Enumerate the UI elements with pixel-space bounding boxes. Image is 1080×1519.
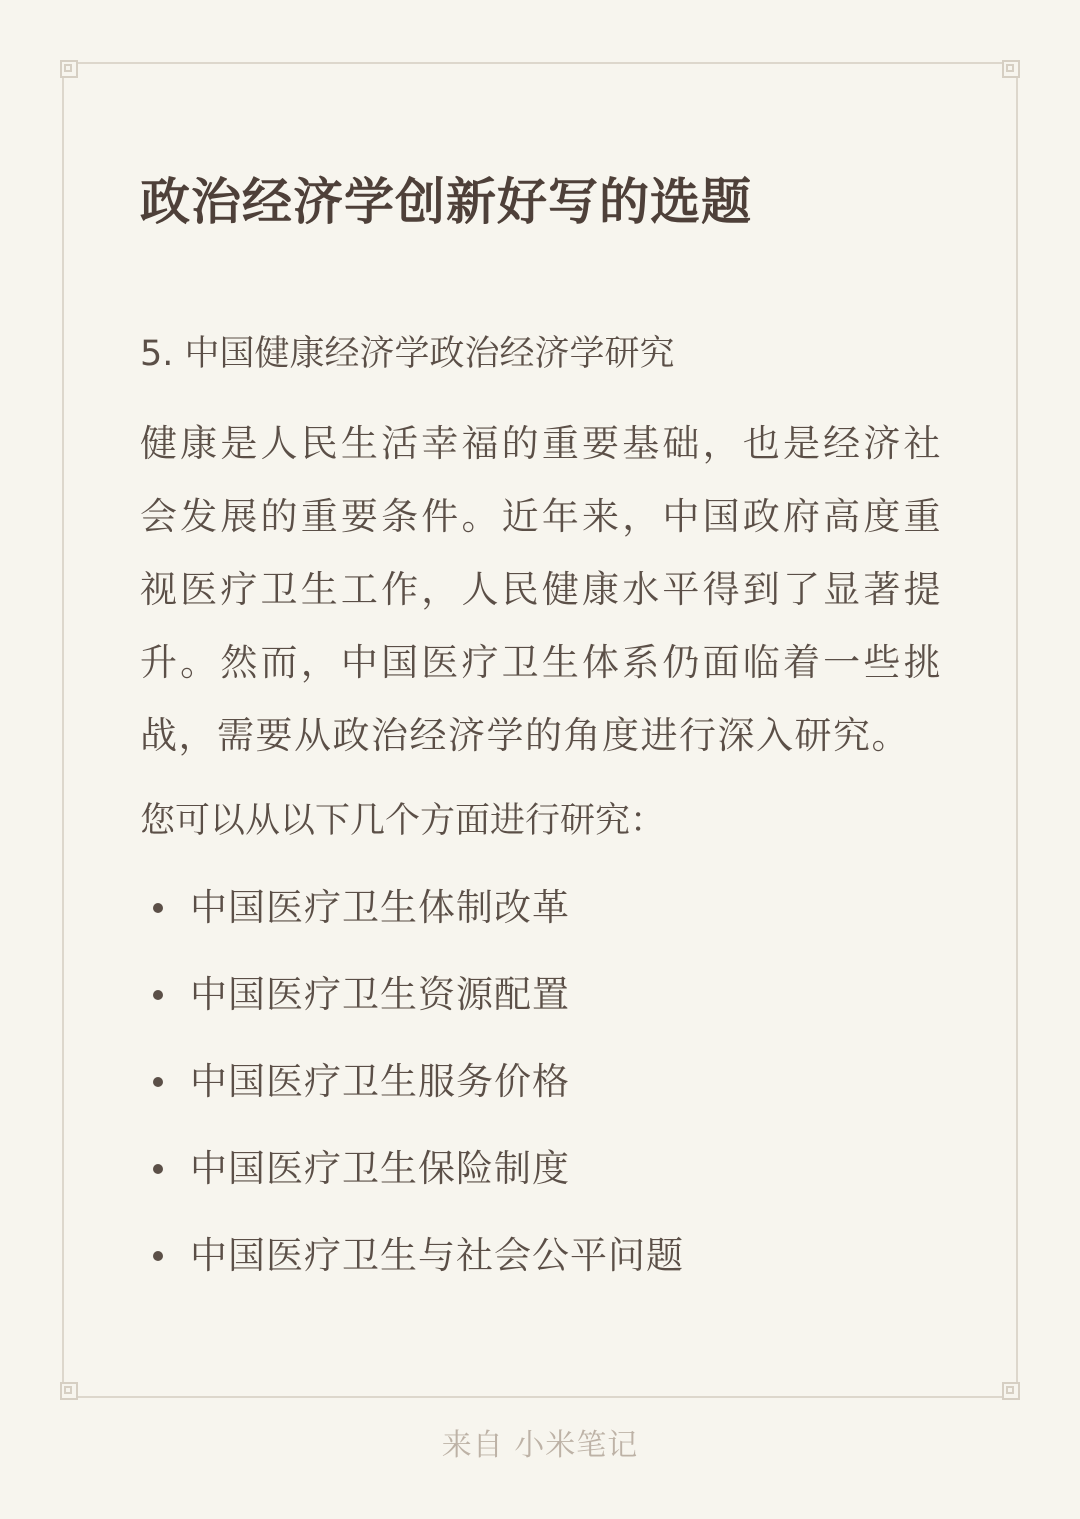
list-item-label: 中国医疗卫生服务价格 [190, 1060, 570, 1103]
frame-corner-ornament [1002, 1382, 1020, 1400]
list-item [140, 1232, 960, 1319]
source-footer: 来自 小米笔记 [441, 1428, 639, 1463]
list-item [140, 884, 960, 971]
bullet-dot-icon [153, 903, 163, 913]
list-item [140, 1145, 960, 1232]
list-item-label: 中国医疗卫生体制改革 [190, 886, 570, 929]
section-heading: 5. 中国健康经济学政治经济学研究 [140, 334, 675, 374]
bullet-dot-icon [153, 990, 163, 1000]
frame-corner-ornament [60, 60, 78, 78]
frame-corner-ornament [1002, 60, 1020, 78]
bullet-dot-icon [153, 1164, 163, 1174]
note-title: 政治经济学创新好写的选题 [140, 173, 752, 231]
body-paragraph: 健康是人民生活幸福的重要基础，也是经济社会发展的重要条件。近年来，中国政府高度重视医疗卫生工作，人民健康水平得到了显著提升。然而，中国医疗卫生体系仍面临着一些挑战，需要从政治经济学的角度进行深入研究。 [140, 422, 942, 757]
topic-list [140, 884, 960, 1319]
bullet-dot-icon [153, 1077, 163, 1087]
list-intro: 您可以从以下几个方面进行研究： [140, 801, 666, 841]
list-item [140, 1058, 960, 1145]
bullet-dot-icon [153, 1251, 163, 1261]
list-item-label: 中国医疗卫生与社会公平问题 [190, 1234, 684, 1277]
frame-corner-ornament [60, 1382, 78, 1400]
list-item-label: 中国医疗卫生保险制度 [190, 1147, 570, 1190]
list-item-label: 中国医疗卫生资源配置 [190, 973, 570, 1016]
list-item [140, 971, 960, 1058]
